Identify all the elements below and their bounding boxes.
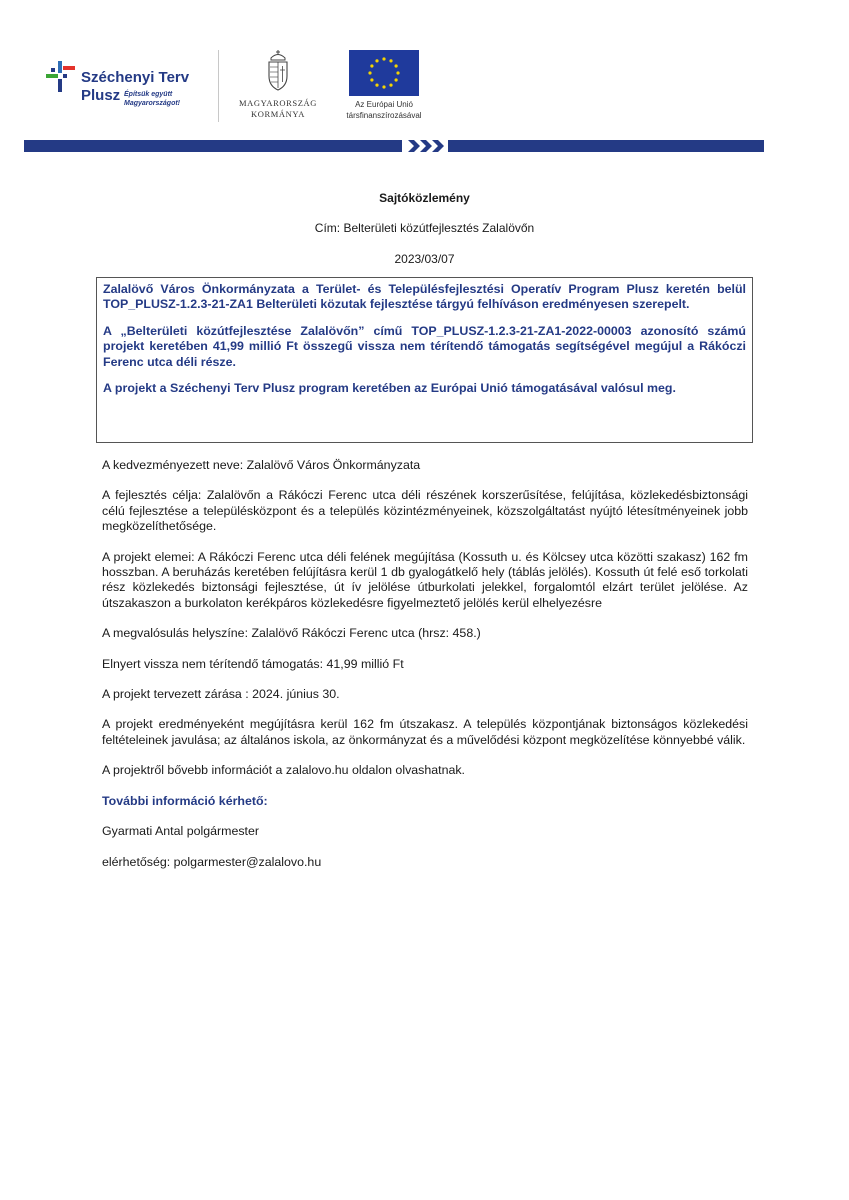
- szechenyi-cross-icon: [44, 60, 78, 94]
- result-paragraph: A projekt eredményeként megújításra kerül 162 fm útszakasz. A település központjának biztonságos közlekedési feltételeinek javulása; az általános iskola, az önkormányzat és a művelődési központ megközelítése könnyebbé válik.: [102, 717, 748, 747]
- summary-paragraph: A projekt a Széchenyi Terv Plusz program keretében az Európai Unió támogatásával valósul meg.: [103, 381, 676, 396]
- magyarorszag-kormanya-logo: [228, 48, 328, 124]
- szechenyi-logo-slogan: [124, 90, 180, 108]
- slogan-line-2: Magyarországot!: [124, 100, 181, 107]
- eu-flag-icon: [349, 50, 419, 96]
- summary-box: [96, 277, 753, 443]
- european-union-logo: [334, 48, 434, 124]
- document-title: Sajtóközlemény: [379, 191, 470, 205]
- eu-logo-text: [334, 100, 434, 121]
- beneficiary-paragraph: A kedvezményezett neve: Zalalövő Város Önkormányzata: [102, 458, 421, 472]
- header-decorative-band: [24, 140, 764, 152]
- summary-paragraph: A „Belterületi közútfejlesztése Zalalövőn” című TOP_PLUSZ-1.2.3-21-ZA1-2022-00003 azonosító számú projekt keretében 41,99 millió Ft összegű vissza nem térítendő támogatás segítségével megújul a Rákóczi Ferenc utca déli része.: [103, 323, 746, 369]
- eu-line-2: társfinanszírozásával: [346, 110, 422, 120]
- document-body: [102, 458, 748, 885]
- summary-paragraph: Zalalövő Város Önkormányzata a Terület- és Településfejlesztési Operatív Program Plusz keretén belül TOP_PLUSZ-1.2.3-21-ZA1 Belterületi közutak fejlesztése tárgyú felhíváson eredményesen szerepelt.: [103, 282, 746, 312]
- contact-email: elérhetőség: polgarmester@zalalovo.hu: [102, 854, 322, 869]
- szechenyi-terv-plusz-logo: [44, 60, 224, 120]
- more-info-paragraph: A projektről bővebb információt a zalalovo.hu oldalon olvashatnak.: [102, 763, 465, 778]
- closing-date-paragraph: A projekt tervezett zárása : 2024. június 30.: [102, 687, 340, 702]
- logo-divider: [218, 50, 219, 122]
- szechenyi-logo-plusz: Plusz: [81, 87, 121, 104]
- kormany-logo-text: [228, 98, 328, 120]
- document-subtitle: Cím: Belterületi közútfejlesztés Zalalövőn: [314, 221, 535, 235]
- kormany-line-1: MAGYARORSZÁG: [238, 98, 318, 108]
- goal-paragraph: A fejlesztés célja: Zalalövőn a Rákóczi Ferenc utca déli részének korszerűsítése, felújítása, közlekedésbiztonsági célú fejlesztése a településközpont és a település közintézményeinek, közszolgáltatást nyújtó létesítményeinek jobb megközelíthetősége.: [102, 488, 748, 534]
- eu-line-1: Az Európai Unió: [355, 100, 413, 109]
- location-paragraph: A megvalósulás helyszíne: Zalalövő Rákóczi Ferenc utca (hrsz: 458.): [102, 626, 481, 641]
- document-date: 2023/03/07: [394, 252, 455, 266]
- hungarian-coat-of-arms-icon: [265, 48, 291, 92]
- contact-heading: További információ kérhető:: [102, 793, 268, 808]
- szechenyi-logo-title: Széchenyi Terv: [81, 69, 190, 86]
- elements-paragraph: A projekt elemei: A Rákóczi Ferenc utca déli felének megújítása (Kossuth u. és Kölcsey utca közötti szakasz) 162 fm hosszban. A beruházás keretében felújításra kerül 1 db gyalogátkelő hely (táblás jelölés). Kossuth út felé eső torkolati rész közlekedés biztonsági fejlesztése, út ív jelölése útburkolati jelekkel, forgalomtól elzárt terület jelölése. Az útszakaszon a burkolaton kerékpáros közlekedésre figyelmeztető jelölés kerül elhelyezésre: [102, 549, 748, 610]
- contact-name: Gyarmati Antal polgármester: [102, 824, 260, 839]
- slogan-line-1: Építsük együtt: [124, 91, 173, 98]
- document-header: [0, 0, 849, 160]
- kormany-line-2: KORMÁNYA: [251, 109, 305, 119]
- funding-paragraph: Elnyert vissza nem térítendő támogatás: 41,99 millió Ft: [102, 656, 404, 671]
